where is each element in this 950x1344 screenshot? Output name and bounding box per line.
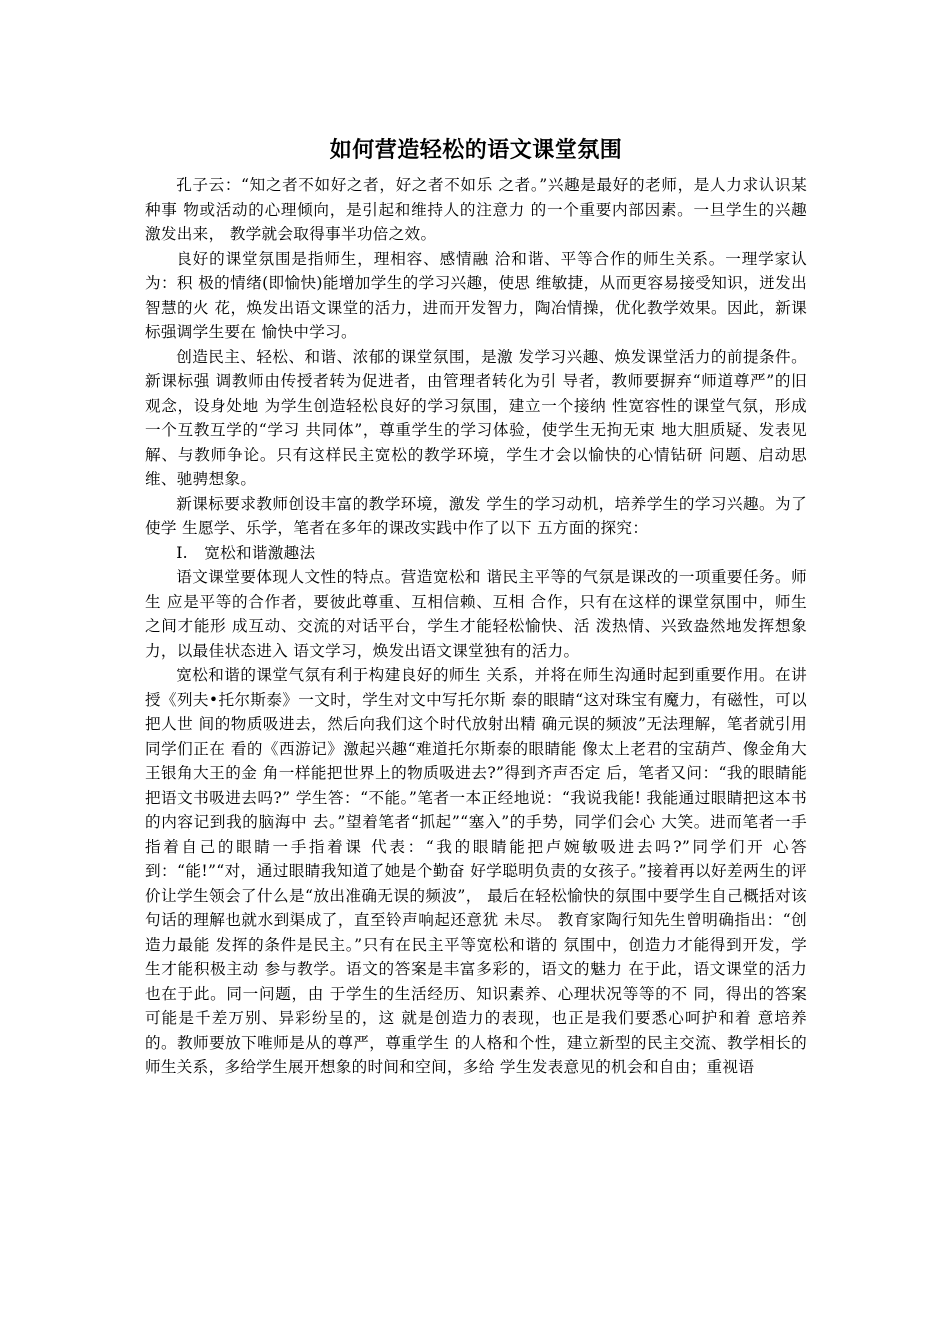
- paragraph-classroom-atmosphere: 良好的课堂氛围是指师生，理相容、感情融 洽和谐、平等合作的师生关系。一理学家认为：积 极的情绪(即愉快)能增加学生的学习兴趣，使思 维敏捷，从而更容易接受知识，迸发出智慧的火 花，焕发出语文课堂的活力，进而开发智力，陶冶情操，优化教学效果。因此，新课标强调学生要在 愉快中学习。: [145, 249, 807, 341]
- paragraph-democratic-atmosphere: 创造民主、轻松、和谐、浓郁的课堂氛围，是激 发学习兴趣、焕发课堂活力的前提条件。新课标强 调教师由传授者转为促进者，由管理者转化为引 导者，教师要摒弃“师道尊严”的旧观念，设身处地 为学生创造轻松良好的学习氛围，建立一个接纳 性宽容性的课堂气氛，形成一个互教互学的“学习 共同体”，尊重学生的学习体验，使学生无拘无束 地大胆质疑、发表见解、与教师争论。只有这样民主宽松的教学环境，学生才会以愉快的心情钻研 问题、启动思维、驰骋想象。: [145, 347, 807, 488]
- paragraph-intro: 孔子云：“知之者不如好之者，好之者不如乐 之者。”兴趣是最好的老师，是人力求认识某种事 物或活动的心理倾向，是引起和维持人的注意力 的一个重要内部因素。一旦学生的兴趣激发出来， 教学就会取得事半功倍之效。: [145, 176, 807, 243]
- section-title: 宽松和谐激趣法: [204, 543, 316, 562]
- section-number: I.: [176, 543, 188, 562]
- section-heading: [145, 541, 807, 566]
- paragraph-humanistic: 语文课堂要体现人文性的特点。营造宽松和 谐民主平等的气氛是课改的一项重要任务。师生 应是平等的合作者，要彼此尊重、互相信赖、互相 合作，只有在这样的课堂氛围中，师生之间才能形 成互动、交流的对话平台，学生才能轻松愉快、活 泼热情、兴致盎然地发挥想象力，以最佳状态进入 语文学习，焕发出语文课堂独有的活力。: [145, 568, 807, 660]
- document-title: 如何营造轻松的语文课堂氛围: [329, 138, 623, 163]
- paragraph-new-curriculum: 新课标要求教师创设丰富的教学环境，激发 学生的学习动机，培养学生的学习兴趣。为了使学 生愿学、乐学，笔者在多年的课改实践中作了以下 五方面的探究：: [145, 494, 807, 537]
- document-body: [145, 133, 807, 1080]
- paragraph-relaxed-harmony: 宽松和谐的课堂气氛有利于构建良好的师生 关系，并将在师生沟通时起到重要作用。在讲授《列夫•托尔斯泰》一文时，学生对文中写托尔斯 泰的眼睛“这对珠宝有魔力，有磁性，可以把人世 间的物质吸进去，然后向我们这个时代放射出精 确元误的频波”无法理解，笔者就引用同学们正在 看的《西游记》激起兴趣“难道托尔斯泰的眼睛能 像太上老君的宝葫芦、像金角大王银角大王的金 角一样能把世界上的物质吸进去?”得到齐声否定 后，笔者又问：“我的眼睛能把语文书吸进去吗?” 学生答：“不能。”笔者一本正经地说：“我说我能! 我能通过眼睛把这本书的内容记到我的脑海中 去。”望着笔者“抓起”“塞入”的手势，同学们会心 大笑。进而笔者一手指着自己的眼睛一手指着课 代表：“我的眼睛能把卢婉敏吸进去吗?”同学们开 心答到：“能!”“对，通过眼睛我知道了她是个勤奋 好学聪明负责的女孩子。”接着再以好差两生的评 价让学生领会了什么是“放出准确无误的频波”， 最后在轻松愉快的氛围中要学生自己概括对该句话的理解也就水到渠成了，直至铃声响起还意犹 未尽。 教育家陶行知先生曾明确指出：“创造力最能 发挥的条件是民主。”只有在民主平等宽松和谐的 氛围中，创造力才能得到开发，学生才能积极主动 参与教学。语文的答案是丰富多彩的，语文的魅力 在于此，语文课堂的活力也在于此。同一问题，由 于学生的生活经历、知识素养、心理状况等等的不 同，得出的答案可能是千差万别、异彩纷呈的，这 就是创造力的表现，也正是我们要悉心呵护和着 意培养的。教师要放下唯师是从的尊严，尊重学生 的人格和个性，建立新型的民主交流、教学相长的 师生关系，多给学生展开想象的时间和空间，多给 学生发表意见的机会和自由；重视语: [145, 666, 807, 1076]
